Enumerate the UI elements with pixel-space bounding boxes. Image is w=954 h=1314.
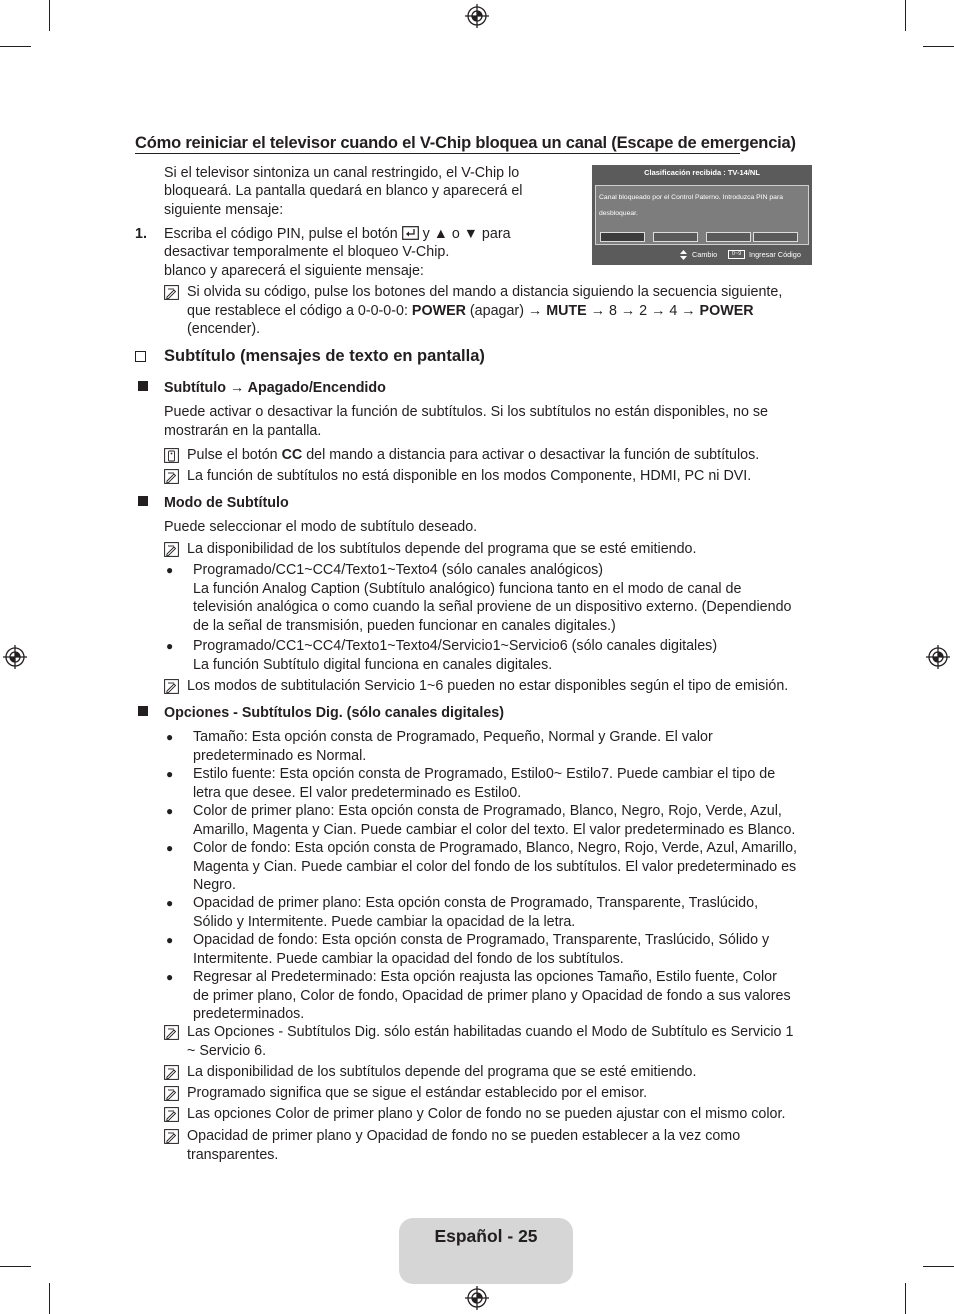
step-text: y ▲ o ▼ para bbox=[422, 226, 511, 242]
tip-text-part: del mando a distancia para activar o desactivar la función de subtítulos. bbox=[302, 447, 760, 463]
subsection-title: Modo de Subtítulo bbox=[164, 495, 289, 511]
list-item-text: de primer plano, Color de fondo, Opacidad de primer plano y Opacidad de fondo a sus valores bbox=[193, 988, 791, 1004]
crop-mark bbox=[923, 1266, 954, 1267]
note-icon bbox=[164, 469, 179, 484]
crop-mark bbox=[0, 1266, 31, 1267]
list-item-text: Color de primer plano: Esta opción consta de Programado, Blanco, Negro, Rojo, Verde, Azul, bbox=[193, 803, 782, 819]
tv-screen-dialog bbox=[595, 185, 809, 245]
note-text: Las Opciones - Subtítulos Dig. sólo están habilitadas cuando el Modo de Subtítulo es Servicio 1 bbox=[187, 1024, 794, 1040]
step-line: desactivar temporalmente el bloqueo V-Chip. bbox=[164, 244, 450, 260]
list-item-text: de la señal de transmisión, pueden funcionar en canales digitales.) bbox=[193, 618, 616, 634]
page-number-tab bbox=[399, 1218, 573, 1284]
bullet-dot-icon: ● bbox=[166, 933, 174, 947]
intro-line: bloqueará. La pantalla quedará en blanco y aparecerá el bbox=[164, 183, 523, 199]
note-text: Programado significa que se sigue el estándar establecido por el emisor. bbox=[187, 1085, 648, 1101]
note-text: ~ Servicio 6. bbox=[187, 1043, 267, 1059]
body-text: Puede seleccionar el modo de subtítulo deseado. bbox=[164, 519, 478, 535]
subsection-title bbox=[164, 379, 386, 397]
list-item-text: Regresar al Predeterminado: Esta opción reajusta las opciones Tamaño, Estilo fuente, Color bbox=[193, 969, 777, 985]
note-key-mute: MUTE bbox=[546, 303, 587, 319]
registration-mark-icon bbox=[3, 645, 27, 669]
list-item-text: Amarillo, Magenta y Cian. Puede cambiar el color del texto. El valor predeterminado es Blanco. bbox=[193, 822, 796, 838]
pin-box bbox=[653, 232, 698, 242]
intro-line: siguiente mensaje: bbox=[164, 202, 284, 218]
list-item-text: Magenta y Cian. Puede cambiar el color del fondo de los subtítulos. El valor predeterminado es bbox=[193, 859, 797, 875]
note-text: transparentes. bbox=[187, 1147, 279, 1163]
square-bullet-icon bbox=[138, 381, 148, 391]
square-bullet-icon bbox=[138, 706, 148, 716]
registration-mark-icon bbox=[465, 4, 489, 28]
list-item-text: La función Subtítulo digital funciona en canales digitales. bbox=[193, 657, 553, 673]
number-key-icon: 0~9 bbox=[728, 250, 745, 259]
note-text: La función de subtítulos no está disponible en los modos Componente, HDMI, PC ni DVI. bbox=[187, 468, 752, 484]
note-icon bbox=[164, 1129, 179, 1144]
list-item-text: Sólido y Intermitente. Puede cambiar la opacidad de la letra. bbox=[193, 914, 576, 930]
registration-mark-icon bbox=[926, 645, 950, 669]
list-item-text: Programado/CC1~CC4/Texto1~Texto4/Servicio1~Servicio6 (sólo canales digitales) bbox=[193, 638, 718, 654]
page-number: Español - 25 bbox=[434, 1226, 538, 1246]
list-item-text: letra que desee. El valor predeterminado es Estilo0. bbox=[193, 785, 522, 801]
list-item-text: predeterminado es Normal. bbox=[193, 748, 367, 764]
tv-screen bbox=[592, 165, 812, 265]
note-icon bbox=[164, 1086, 179, 1101]
subsection-title-part: Apagado/Encendido bbox=[247, 380, 386, 396]
list-item-text: predeterminados. bbox=[193, 1006, 305, 1022]
bullet-dot-icon: ● bbox=[166, 841, 174, 855]
remote-tip-icon bbox=[164, 448, 179, 463]
subsection-title-part: Subtítulo → bbox=[164, 380, 248, 396]
list-item-text: Opacidad de fondo: Esta opción consta de Programado, Transparente, Traslúcido, Sólido y bbox=[193, 932, 770, 948]
crop-mark bbox=[923, 46, 954, 47]
note-key-power: POWER bbox=[699, 303, 754, 319]
crop-mark bbox=[49, 0, 50, 31]
note-key-power: POWER bbox=[411, 303, 466, 319]
up-down-arrows-icon bbox=[680, 250, 687, 260]
title-underline bbox=[135, 153, 740, 154]
note-text: La disponibilidad de los subtítulos depende del programa que se esté emitiendo. bbox=[187, 1064, 697, 1080]
note-text-part: (apagar) → bbox=[465, 303, 547, 319]
step-text: Escriba el código PIN, pulse el botón bbox=[164, 226, 398, 242]
note-text: Si olvida su código, pulse los botones del mando a distancia siguiendo la secuencia siguiente, bbox=[187, 284, 783, 300]
bullet-dot-icon: ● bbox=[166, 639, 174, 653]
body-text: mostrarán en la pantalla. bbox=[164, 423, 322, 439]
square-bullet-icon bbox=[138, 496, 148, 506]
subsection-title: Opciones - Subtítulos Dig. (sólo canales digitales) bbox=[164, 705, 504, 721]
list-item-text: Tamaño: Esta opción consta de Programado, Pequeño, Normal y Grande. El valor bbox=[193, 729, 713, 745]
tip-text-part: Pulse el botón bbox=[187, 447, 282, 463]
note-icon bbox=[164, 542, 179, 557]
list-item-text: Estilo fuente: Esta opción consta de Programado, Estilo0~ Estilo7. Puede cambiar el tipo de bbox=[193, 766, 776, 782]
body-text: Puede activar o desactivar la función de subtítulos. Si los subtítulos no están disponibles, no se bbox=[164, 404, 769, 420]
bullet-dot-icon: ● bbox=[166, 970, 174, 984]
list-item-text: Intermitente. Puede cambiar la opacidad del fondo de los subtítulos. bbox=[193, 951, 624, 967]
tip-key-cc: CC bbox=[281, 447, 303, 463]
list-item-text: televisión analógica o como cuando la señal proviene de un dispositivo externo. (Dependiendo bbox=[193, 599, 792, 615]
list-item-text: Negro. bbox=[193, 877, 236, 893]
enter-button-icon bbox=[402, 226, 419, 240]
note-icon bbox=[164, 285, 179, 300]
intro-line: Si el televisor sintoniza un canal restringido, el V-Chip lo bbox=[164, 165, 520, 181]
note-text: La disponibilidad de los subtítulos depende del programa que se esté emitiendo. bbox=[187, 541, 697, 557]
note-icon bbox=[164, 679, 179, 694]
note-text: Los modos de subtitulación Servicio 1~6 pueden no estar disponibles según el tipo de emisión. bbox=[187, 678, 789, 694]
note-icon bbox=[164, 1107, 179, 1122]
pin-box bbox=[600, 232, 645, 242]
crop-mark bbox=[905, 1283, 906, 1314]
list-item-text: La función Analog Caption (Subtítulo analógico) funciona tanto en el modo de canal de bbox=[193, 581, 742, 597]
note-text: Las opciones Color de primer plano y Color de fondo no se pueden ajustar con el mismo color. bbox=[187, 1106, 786, 1122]
bullet-dot-icon: ● bbox=[166, 896, 174, 910]
note-text: Opacidad de primer plano y Opacidad de fondo no se pueden establecer a la vez como bbox=[187, 1128, 741, 1144]
bullet-dot-icon: ● bbox=[166, 730, 174, 744]
bullet-dot-icon: ● bbox=[166, 804, 174, 818]
note-text-part: que restablece el código a 0-0-0-0: bbox=[187, 303, 412, 319]
tv-footer-change: Cambio bbox=[692, 250, 718, 259]
section-heading: Subtítulo (mensajes de texto en pantalla) bbox=[164, 347, 485, 365]
tv-screen-title: Clasificación recibida : TV-14/NL bbox=[644, 168, 760, 177]
bullet-dot-icon: ● bbox=[166, 563, 174, 577]
step-number: 1. bbox=[135, 226, 147, 242]
note-text-part: → 8 → 2 → 4 → bbox=[586, 303, 700, 319]
tip-text bbox=[187, 446, 759, 464]
tv-screen-message: Canal bloqueado por el Control Paterno. Introduzca PIN para desbloquear. bbox=[599, 194, 784, 217]
note-text bbox=[187, 302, 754, 320]
pin-box bbox=[706, 232, 751, 242]
crop-mark bbox=[905, 0, 906, 31]
list-item-text: Programado/CC1~CC4/Texto1~Texto4 (sólo canales analógicos) bbox=[193, 562, 604, 578]
list-item-text: Opacidad de primer plano: Esta opción consta de Programado, Transparente, Traslúcido, bbox=[193, 895, 759, 911]
registration-mark-icon bbox=[465, 1286, 489, 1310]
crop-mark bbox=[49, 1283, 50, 1314]
step-line bbox=[164, 225, 511, 243]
bullet-dot-icon: ● bbox=[166, 767, 174, 781]
note-icon bbox=[164, 1025, 179, 1040]
step-line: blanco y aparecerá el siguiente mensaje: bbox=[164, 263, 424, 279]
note-text: (encender). bbox=[187, 321, 261, 337]
crop-mark bbox=[0, 46, 31, 47]
section-checkbox-icon bbox=[135, 351, 146, 362]
list-item-text: Color de fondo: Esta opción consta de Programado, Blanco, Negro, Rojo, Verde, Azul, Amarillo, bbox=[193, 840, 797, 856]
pin-box bbox=[753, 232, 798, 242]
page-title: Cómo reiniciar el televisor cuando el V-Chip bloquea un canal (Escape de emergencia) bbox=[135, 134, 796, 152]
note-icon bbox=[164, 1065, 179, 1080]
tv-footer-enter: Ingresar Código bbox=[749, 250, 801, 259]
